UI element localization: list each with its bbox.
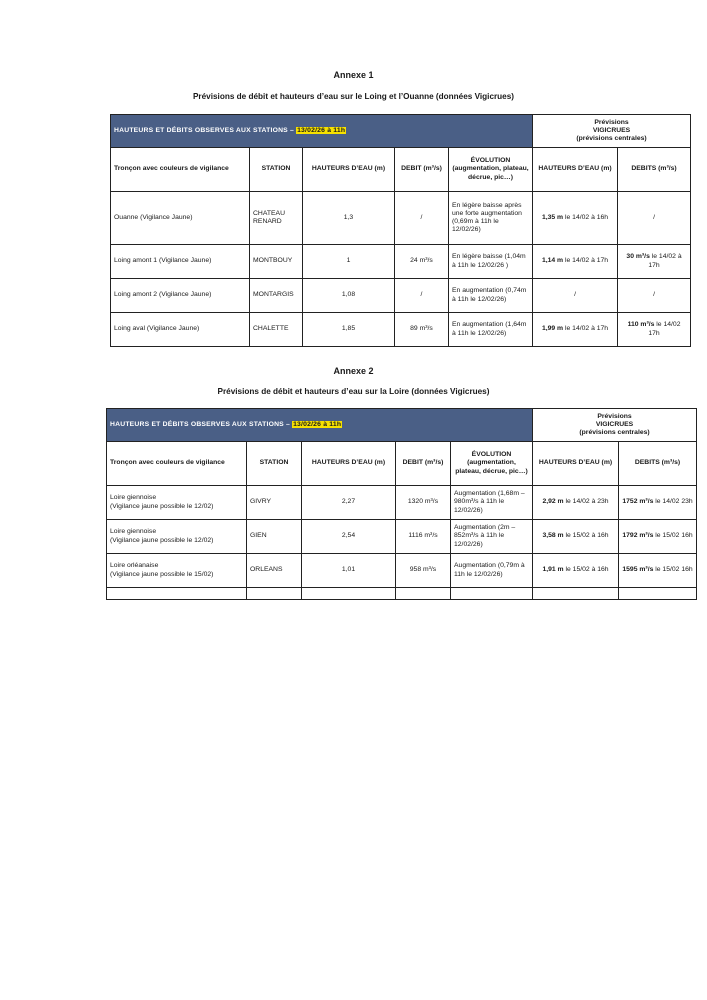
annex1-banner-text: HAUTEURS ET DÉBITS OBSERVES AUX STATIONS – — [114, 126, 297, 134]
prev-hauteur-date: le 14/02 à 17h — [563, 325, 609, 333]
troncon-cell — [107, 486, 247, 520]
prev-hauteur-value: 3,58 m — [542, 532, 564, 540]
annex2-header-hauteurs: HAUTEURS D’EAU (m) — [302, 442, 396, 486]
annex1-header-prev-debits: DEBITS (m³/s) — [618, 148, 691, 192]
annex1-prev-centrales: (prévisions centrales) — [576, 135, 647, 142]
hauteur-cell: 1,08 — [303, 279, 395, 313]
annex1-banner — [111, 115, 533, 148]
hauteur-cell: 1,85 — [303, 313, 395, 347]
annex2-banner-text: HAUTEURS ET DÉBITS OBSERVES AUX STATIONS – — [110, 420, 293, 428]
annex1-header-evolution: ÉVOLUTION (augmentation, plateau, décrue, pic…) — [449, 148, 533, 192]
station-cell: GIEN — [247, 520, 302, 554]
debit-cell: 1320 m³/s — [396, 486, 451, 520]
station-cell: MONTBOUY — [250, 245, 303, 279]
prev-hauteur-value: 1,99 m — [541, 325, 564, 333]
annex2-subtitle: Prévisions de débit et hauteurs d’eau sur la Loire (données Vigicrues) — [217, 387, 490, 396]
annex1-prev-title: Prévisions — [594, 118, 629, 126]
evolution-cell: En augmentation (0,74m à 11h le 12/02/26) — [449, 279, 533, 313]
annex2-previsions-header — [533, 409, 697, 442]
prev-debit-value: 30 m³/s — [626, 253, 650, 261]
prev-debit-cell — [619, 486, 697, 520]
evolution-cell: Augmentation (0,79m à 11h le 12/02/26) — [451, 554, 533, 588]
prev-debit-date: le 14/02 23h — [653, 498, 693, 506]
prev-debit-cell — [618, 245, 691, 279]
prev-hauteur-date: / — [574, 291, 576, 299]
troncon-cell: Loing amont 1 (Vigilance Jaune) — [111, 245, 250, 279]
debit-cell: 958 m³/s — [396, 554, 451, 588]
annex2-header-prev-hauteurs: HAUTEURS D’EAU (m) — [533, 442, 619, 486]
station-cell: CHATEAU RENARD — [250, 192, 303, 245]
prev-debit-date: / — [653, 291, 655, 299]
annex1-subtitle: Prévisions de débit et hauteurs d’eau sur le Loing et l’Ouanne (données Vigicrues) — [192, 92, 515, 101]
prev-debit-date: / — [653, 213, 655, 221]
annex2-header-evolution: ÉVOLUTION (augmentation, plateau, décrue, pic…) — [451, 442, 533, 486]
hauteur-cell: 2,54 — [302, 520, 396, 554]
evolution-cell: En légère baisse (1,04m à 11h le 12/02/26 ) — [449, 245, 533, 279]
troncon-cell: Ouanne (Vigilance Jaune) — [111, 192, 250, 245]
hauteur-cell: 1,3 — [303, 192, 395, 245]
prev-hauteur-date: le 14/02 à 17h — [563, 257, 609, 265]
prev-debit-cell — [619, 554, 697, 588]
troncon-name: Loire giennoise — [110, 494, 157, 502]
annex2-prev-vigicrues: VIGICRUES — [595, 420, 634, 428]
annex1-header-station: STATION — [250, 148, 303, 192]
prev-debit-value: 1752 m³/s — [622, 498, 654, 506]
prev-hauteur-value: 2,92 m — [542, 498, 564, 506]
prev-debit-date: le 15/02 16h — [653, 566, 693, 574]
station-cell: ORLEANS — [247, 554, 302, 588]
debit-cell: / — [395, 192, 449, 245]
troncon-cell — [107, 520, 247, 554]
troncon-name: Loire giennoise — [110, 528, 157, 536]
troncon-vigilance: (Vigilance jaune possible le 15/02) — [110, 570, 214, 578]
table-row — [111, 279, 691, 313]
hauteur-cell: 2,27 — [302, 486, 396, 520]
table-row — [107, 486, 697, 520]
annex2-table — [106, 408, 697, 600]
station-cell: CHALETTE — [250, 313, 303, 347]
prev-hauteur-date: le 15/02 à 16h — [563, 566, 609, 574]
prev-hauteur-value: 1,91 m — [542, 566, 564, 574]
prev-hauteur-cell — [533, 313, 618, 347]
prev-debit-cell — [618, 313, 691, 347]
annex1-header-troncon: Tronçon avec couleurs de vigilance — [111, 148, 250, 192]
evolution-cell: Augmentation (2m – 852m³/s à 11h le 12/02/26) — [451, 520, 533, 554]
annex2-header-station: STATION — [247, 442, 302, 486]
annex2-prev-title: Prévisions — [597, 412, 632, 420]
prev-debit-date: le 14/02 à 17h — [648, 253, 682, 269]
annex2-header-prev-debits: DEBITS (m³/s) — [619, 442, 697, 486]
prev-debit-cell — [618, 279, 691, 313]
table-row — [111, 245, 691, 279]
prev-debit-cell — [619, 520, 697, 554]
annex1-previsions-header — [533, 115, 691, 148]
prev-debit-value: 110 m³/s — [627, 321, 655, 329]
annex2-banner — [107, 409, 533, 442]
annex1-header-hauteurs: HAUTEURS D’EAU (m) — [303, 148, 395, 192]
prev-debit-date: le 14/02 17h — [648, 321, 681, 337]
annex2-header-debit: DEBIT (m³/s) — [396, 442, 451, 486]
table-row — [107, 520, 697, 554]
debit-cell: 89 m³/s — [395, 313, 449, 347]
troncon-name: Loire orléanaise — [110, 562, 159, 570]
annex1-header-debit: DEBIT (m³/s) — [395, 148, 449, 192]
evolution-cell: En augmentation (1,64m à 11h le 12/02/26) — [449, 313, 533, 347]
prev-hauteur-cell — [533, 192, 618, 245]
prev-hauteur-date: le 15/02 à 16h — [563, 532, 609, 540]
troncon-cell: Loing amont 2 (Vigilance Jaune) — [111, 279, 250, 313]
troncon-cell: Loing aval (Vigilance Jaune) — [111, 313, 250, 347]
prev-hauteur-cell — [533, 279, 618, 313]
annex1-header-prev-hauteurs: HAUTEURS D’EAU (m) — [533, 148, 618, 192]
station-cell: GIVRY — [247, 486, 302, 520]
evolution-cell: En légère baisse après une forte augmentation (0,69m à 11h le 12/02/26) — [449, 192, 533, 245]
debit-cell: 24 m³/s — [395, 245, 449, 279]
hauteur-cell: 1 — [303, 245, 395, 279]
prev-hauteur-date: le 14/02 à 23h — [563, 498, 609, 506]
prev-hauteur-value: 1,35 m — [541, 213, 564, 221]
prev-hauteur-cell — [533, 486, 619, 520]
annex1-prev-vigicrues: VIGICRUES — [592, 126, 631, 134]
prev-hauteur-date: le 14/02 à 16h — [563, 213, 609, 221]
hauteur-cell: 1,01 — [302, 554, 396, 588]
annex2-prev-centrales: (prévisions centrales) — [579, 429, 650, 436]
annex1-title: Annexe 1 — [333, 70, 374, 80]
annex2-header-troncon: Tronçon avec couleurs de vigilance — [107, 442, 247, 486]
troncon-vigilance: (Vigilance jaune possible le 12/02) — [110, 502, 214, 510]
table-row — [111, 313, 691, 347]
prev-hauteur-cell — [533, 554, 619, 588]
prev-hauteur-cell — [533, 245, 618, 279]
prev-debit-value: 1792 m³/s — [622, 532, 654, 540]
table-row — [111, 192, 691, 245]
prev-hauteur-cell — [533, 520, 619, 554]
troncon-vigilance: (Vigilance jaune possible le 12/02) — [110, 536, 214, 544]
annex1-table — [110, 114, 691, 347]
annex2-banner-date: 13/02/26 à 11h — [293, 420, 342, 428]
debit-cell: / — [395, 279, 449, 313]
prev-debit-cell — [618, 192, 691, 245]
debit-cell: 1116 m³/s — [396, 520, 451, 554]
prev-hauteur-value: 1,14 m — [541, 257, 564, 265]
table-row — [107, 554, 697, 588]
empty-row — [107, 588, 697, 600]
prev-debit-value: 1595 m³/s — [622, 566, 654, 574]
annex2-title: Annexe 2 — [333, 366, 374, 376]
evolution-cell: Augmentation (1,68m – 980m³/s à 11h le 12/02/26) — [451, 486, 533, 520]
troncon-cell — [107, 554, 247, 588]
prev-debit-date: le 15/02 16h — [653, 532, 693, 540]
annex1-banner-date: 13/02/26 à 11h — [297, 126, 346, 134]
station-cell: MONTARGIS — [250, 279, 303, 313]
